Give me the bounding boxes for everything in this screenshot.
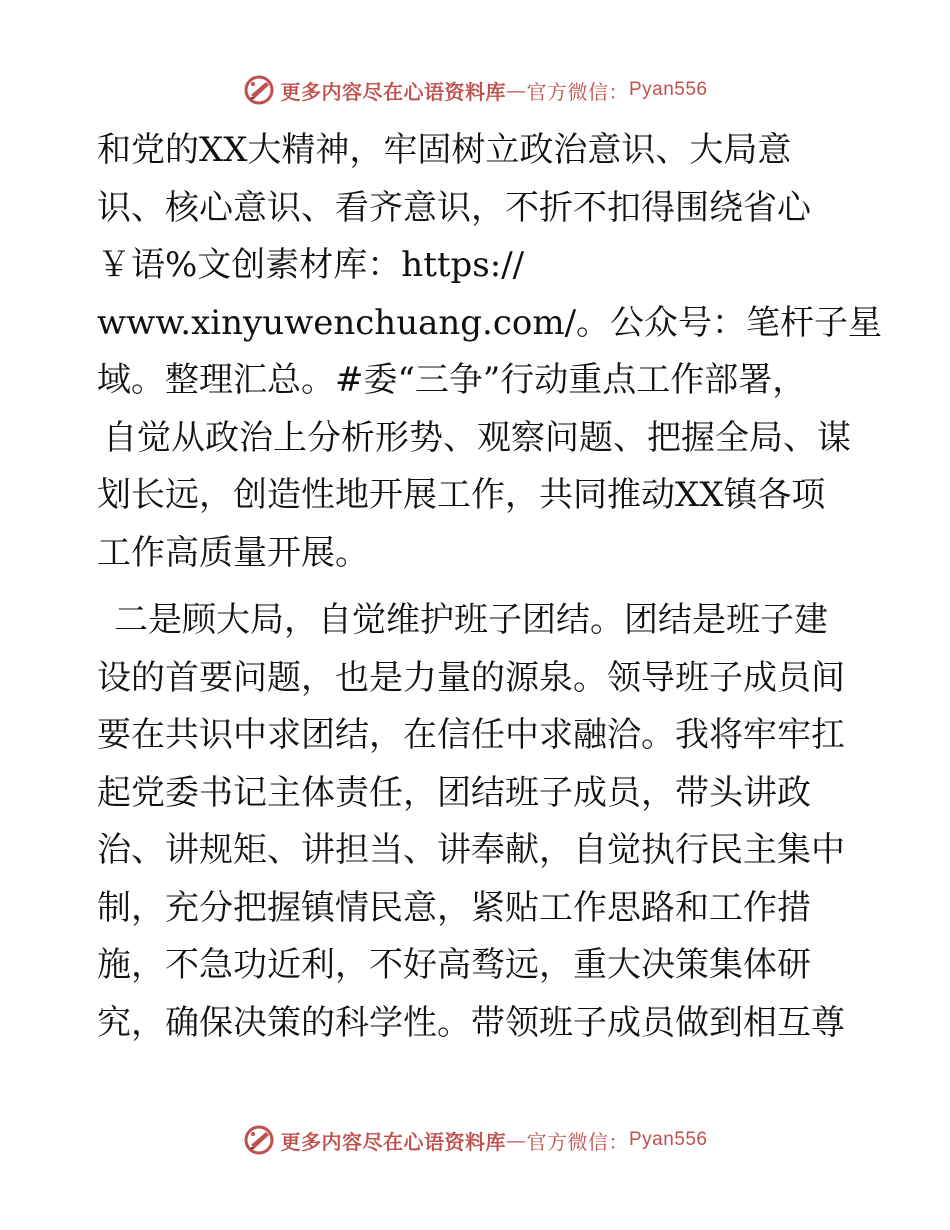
paragraph2-line: 制，充分把握镇情民意，紧贴工作思路和工作措 xyxy=(97,887,811,928)
footer-watermark-wechat-id: Pyan556 xyxy=(628,1129,708,1150)
paragraph1-line: 自觉从政治上分析形势、观察问题、把握全局、谋 xyxy=(103,417,851,458)
brush-logo-icon xyxy=(242,1123,276,1157)
footer-watermark-separator: — xyxy=(505,1128,527,1152)
brush-logo-icon xyxy=(242,73,276,107)
paragraph2-line: 治、讲规矩、讲担当、讲奉献，自觉执行民主集中 xyxy=(97,830,845,870)
paragraph1-line: www.xinyuwenchuang.com/。公众号：笔杆子星 xyxy=(97,302,883,343)
paragraph2-line: 设的首要问题，也是力量的源泉。领导班子成员间 xyxy=(97,657,845,698)
header-watermark-wechat-id: Pyan556 xyxy=(628,79,708,100)
paragraph-gap xyxy=(97,582,857,592)
paragraph1-line: 域。整理汇总。#委“三争”行动重点工作部署， xyxy=(97,360,807,400)
paragraph2-line: 二是顾大局，自觉维护班子团结。团结是班子建 xyxy=(114,600,828,640)
paragraph1-line: ￥语%文创素材库：https:// xyxy=(97,245,525,285)
paragraph1-line: 识、核心意识、看齐意识，不折不扣得围绕省心 xyxy=(97,187,811,228)
paragraph1-line: 划长远，创造性地开展工作，共同推动XX镇各项 xyxy=(97,475,826,515)
header-watermark-title: 更多内容尽在心语资料库 xyxy=(280,79,506,104)
header-watermark-wechat-label: 官方微信： xyxy=(526,79,629,104)
footer-watermark-title: 更多内容尽在心语资料库 xyxy=(280,1129,506,1154)
paragraph1-line: 工作高质量开展。 xyxy=(97,532,369,573)
paragraph2-line: 究，确保决策的科学性。带领班子成员做到相互尊 xyxy=(97,1002,845,1043)
paragraph2-line: 施，不急功近利，不好高骛远，重大决策集体研 xyxy=(97,945,811,985)
paragraph1-line: 和党的XX大精神，牢固树立政治意识、大局意 xyxy=(97,130,792,170)
body-text xyxy=(97,122,883,1052)
paragraph2-line: 起党委书记主体责任，团结班子成员，带头讲政 xyxy=(97,772,811,813)
header-watermark-separator: — xyxy=(505,78,527,102)
header-watermark xyxy=(0,70,950,110)
footer-watermark-wechat-label: 官方微信： xyxy=(526,1129,629,1154)
footer-watermark xyxy=(0,1120,950,1160)
paragraph2-line: 要在共识中求团结，在信任中求融洽。我将牢牢扛 xyxy=(97,715,845,755)
